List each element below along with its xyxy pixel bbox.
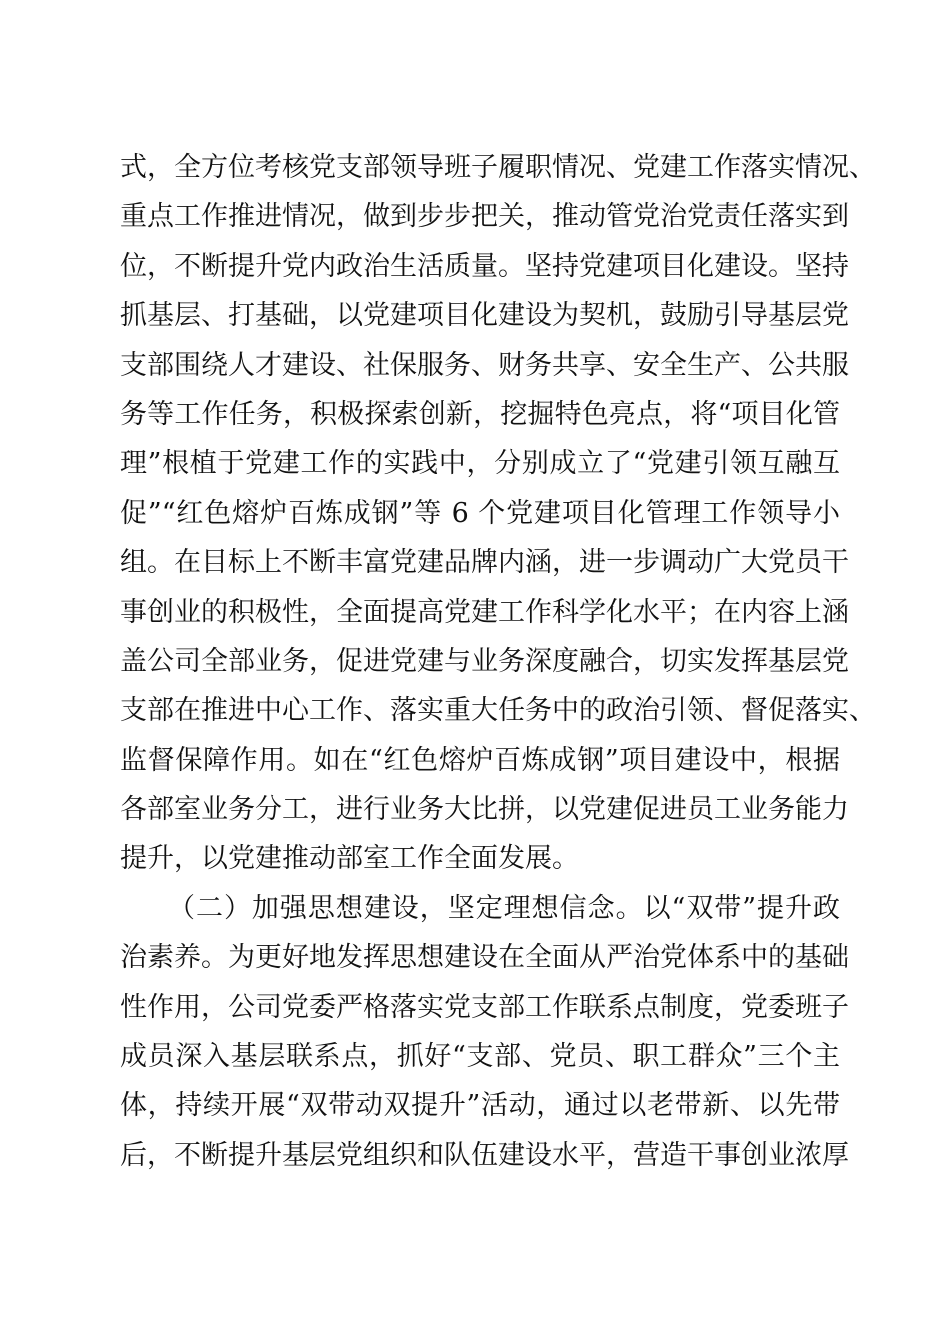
- text-line: 成员深入基层联系点，抓好“支部、党员、职工群众”三个主: [120, 1041, 840, 1073]
- text-line: 后，不断提升基层党组织和队伍建设水平，营造干事创业浓厚: [120, 1139, 849, 1171]
- text-line: 监督保障作用。如在“红色熔炉百炼成钢”项目建设中，根据: [120, 744, 840, 776]
- text-line: 理”根植于党建工作的实践中，分别成立了“党建引领互融互: [120, 448, 840, 480]
- text-line-paragraph-end: 提升，以党建推动部室工作全面发展。: [120, 843, 579, 875]
- text-line: 支部在推进中心工作、落实重大任务中的政治引领、督促落实、: [120, 695, 876, 727]
- text-line: 务等工作任务，积极探索创新，挖掘特色亮点，将“项目化管: [120, 398, 840, 430]
- body-text: [120, 143, 876, 1180]
- text-line: 事创业的积极性，全面提高党建工作科学化水平；在内容上涵: [120, 596, 849, 628]
- text-line: 各部室业务分工，进行业务大比拼，以党建促进员工业务能力: [120, 794, 849, 826]
- text-line: 式，全方位考核党支部领导班子履职情况、党建工作落实情况、: [120, 152, 876, 183]
- text-line: 体，持续开展“双带动双提升”活动，通过以老带新、以先带: [120, 1090, 840, 1122]
- text-line: 盖公司全部业务，促进党建与业务深度融合，切实发挥基层党: [120, 645, 849, 677]
- text-line: 治素养。为更好地发挥思想建设在全面从严治党体系中的基础: [120, 942, 849, 974]
- section-heading-line: （二）加强思想建设，坚定理想信念。以“双带”提升政: [168, 892, 840, 924]
- text-line: 位，不断提升党内政治生活质量。坚持党建项目化建设。坚持: [120, 250, 849, 282]
- text-line: 重点工作推进情况，做到步步把关，推动管党治党责任落实到: [120, 201, 849, 233]
- text-line: 支部围绕人才建设、社保服务、财务共享、安全生产、公共服: [120, 349, 849, 381]
- text-line: 促”“红色熔炉百炼成钢”等 6 个党建项目化管理工作领导小: [120, 497, 840, 529]
- text-line: 抓基层、打基础，以党建项目化建设为契机，鼓励引导基层党: [120, 300, 849, 332]
- text-line: 组。在目标上不断丰富党建品牌内涵，进一步调动广大党员干: [120, 547, 849, 579]
- text-line: 性作用，公司党委严格落实党支部工作联系点制度，党委班子: [120, 991, 849, 1023]
